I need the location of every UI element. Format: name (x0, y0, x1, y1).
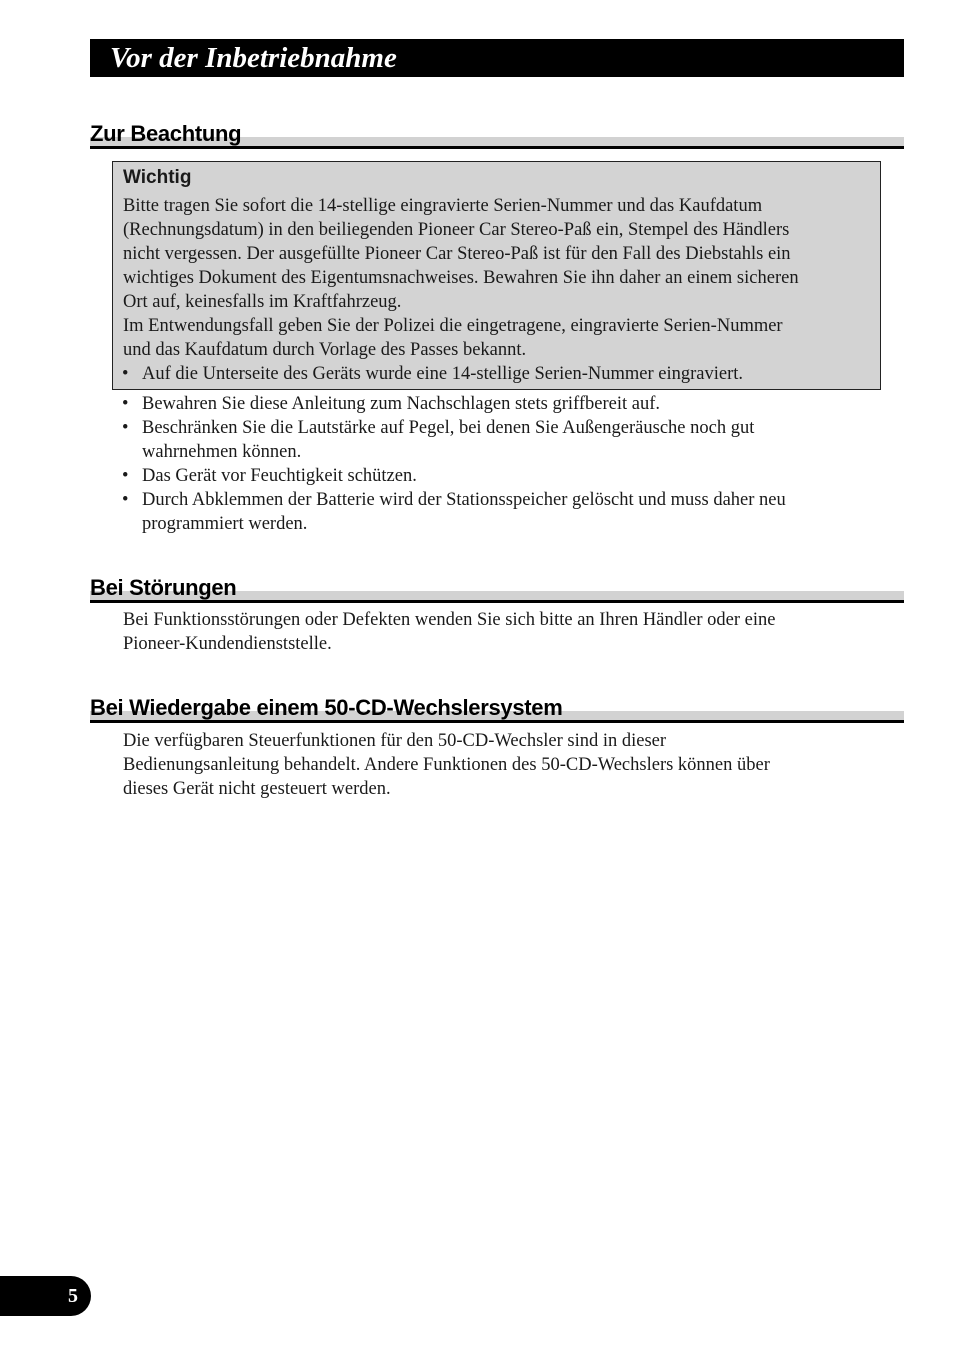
important-bullet-text: Auf die Unterseite des Geräts wurde eine 14-stellige Serien-Nummer eingraviert. (142, 364, 744, 384)
page-number: 5 (68, 1285, 78, 1307)
important-text-line: (Rechnungsdatum) in den beiliegenden Pioneer Car Stereo-Paß ein, Stempel des Händlers (123, 220, 790, 240)
important-text-line: nicht vergessen. Der ausgefüllte Pioneer Car Stereo-Paß ist für den Fall des Diebstahls ein (123, 244, 791, 264)
chapter-title: Vor der Inbetriebnahme (110, 42, 397, 74)
bullet-symbol: • (122, 466, 129, 486)
section-heading-bei-stoerungen (90, 575, 904, 609)
list-item-text: programmiert werden. (142, 514, 308, 534)
page-number-tab (0, 1276, 91, 1316)
paragraph-line: Die verfügbaren Steuerfunktionen für den 50-CD-Wechsler sind in dieser (123, 731, 667, 751)
bullet-symbol: • (122, 418, 129, 438)
paragraph-line: Bei Funktionsstörungen oder Defekten wenden Sie sich bitte an Ihren Händler oder eine (123, 610, 776, 630)
section-heading-zur-beachtung (90, 121, 904, 155)
bullet-symbol: • (122, 364, 129, 384)
bullet-symbol: • (122, 490, 129, 510)
section-title: Bei Störungen (90, 575, 237, 600)
chapter-header-bar (90, 39, 904, 77)
list-item-text: Das Gerät vor Feuchtigkeit schützen. (142, 466, 417, 486)
important-label: Wichtig (123, 167, 192, 188)
section-heading-cd-wechsler (90, 695, 904, 729)
paragraph-line: dieses Gerät nicht gesteuert werden. (123, 779, 391, 799)
list-item-text: Beschränken Sie die Lautstärke auf Pegel, bei denen Sie Außengeräusche noch gut (142, 418, 755, 438)
important-text-line: und das Kaufdatum durch Vorlage des Passes bekannt. (123, 340, 527, 360)
important-text-line: Ort auf, keinesfalls im Kraftfahrzeug. (123, 292, 402, 312)
section-title: Zur Beachtung (90, 121, 242, 146)
bullet-symbol: • (122, 394, 129, 414)
paragraph-line: Bedienungsanleitung behandelt. Andere Funktionen des 50-CD-Wechslers können über (123, 755, 770, 775)
important-text-line: wichtiges Dokument des Eigentumsnachweises. Bewahren Sie ihn daher an einem sicheren (123, 268, 799, 288)
important-text-line: Bitte tragen Sie sofort die 14-stellige eingravierte Serien-Nummer und das Kaufdatum (123, 196, 763, 216)
list-item-text: Bewahren Sie diese Anleitung zum Nachschlagen stets griffbereit auf. (142, 394, 661, 414)
paragraph-line: Pioneer-Kundendienststelle. (123, 634, 332, 654)
section-title: Bei Wiedergabe einem 50-CD-Wechslersystem (90, 695, 563, 720)
important-text-line: Im Entwendungsfall geben Sie der Polizei die eingetragene, eingravierte Serien-Nummer (123, 316, 783, 336)
list-item-text: wahrnehmen können. (142, 442, 302, 462)
list-item-text: Durch Abklemmen der Batterie wird der Stationsspeicher gelöscht und muss daher neu (142, 490, 786, 510)
